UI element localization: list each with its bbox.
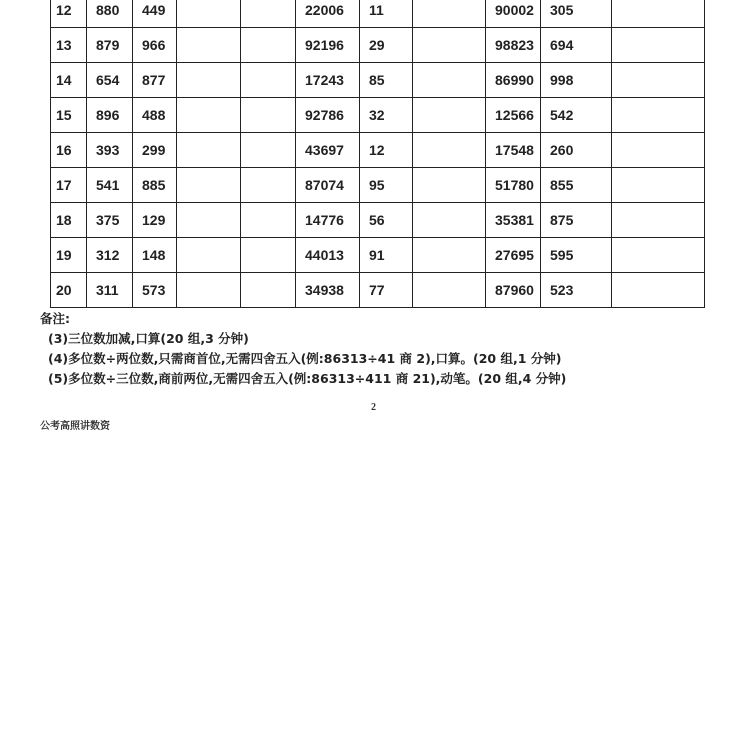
table-cell: 44013 bbox=[296, 238, 360, 273]
table-cell: 35381 bbox=[486, 203, 541, 238]
table-cell: 32 bbox=[360, 98, 413, 133]
table-cell: 56 bbox=[360, 203, 413, 238]
row-index-cell: 17 bbox=[51, 168, 87, 203]
notes-section bbox=[40, 309, 566, 389]
table-cell: 22006 bbox=[296, 0, 360, 28]
table-cell: 654 bbox=[87, 63, 133, 98]
table-cell: 449 bbox=[133, 0, 177, 28]
table-row bbox=[51, 168, 705, 203]
table-cell bbox=[177, 63, 241, 98]
table-cell bbox=[612, 133, 705, 168]
table-cell bbox=[241, 168, 296, 203]
row-index-cell: 13 bbox=[51, 28, 87, 63]
table-cell: 488 bbox=[133, 98, 177, 133]
table-cell: 855 bbox=[541, 168, 612, 203]
table-cell: 14776 bbox=[296, 203, 360, 238]
note-line-5: (5)多位数÷三位数,商前两位,无需四舍五入(例:86313÷411 商 21),动笔。(20 组,4 分钟) bbox=[48, 371, 567, 386]
table-cell bbox=[413, 28, 486, 63]
table-cell: 86990 bbox=[486, 63, 541, 98]
table-cell: 875 bbox=[541, 203, 612, 238]
table-cell: 87074 bbox=[296, 168, 360, 203]
table-cell bbox=[241, 273, 296, 308]
table-cell bbox=[177, 0, 241, 28]
row-index-cell: 16 bbox=[51, 133, 87, 168]
table-cell: 595 bbox=[541, 238, 612, 273]
table-cell bbox=[413, 98, 486, 133]
table-cell: 148 bbox=[133, 238, 177, 273]
table-row bbox=[51, 63, 705, 98]
footer-text: 公考高照讲数资 bbox=[40, 421, 110, 432]
table-cell bbox=[612, 238, 705, 273]
table-cell: 260 bbox=[541, 133, 612, 168]
table-cell bbox=[241, 203, 296, 238]
table-cell bbox=[612, 273, 705, 308]
table-cell bbox=[612, 98, 705, 133]
table-cell: 91 bbox=[360, 238, 413, 273]
table-cell bbox=[241, 98, 296, 133]
table-cell: 95 bbox=[360, 168, 413, 203]
table-cell: 17243 bbox=[296, 63, 360, 98]
table-cell bbox=[413, 0, 486, 28]
table-cell: 92196 bbox=[296, 28, 360, 63]
table-cell: 694 bbox=[541, 28, 612, 63]
table-row bbox=[51, 28, 705, 63]
table-row bbox=[51, 0, 705, 28]
page-number: 2 bbox=[371, 402, 376, 413]
table-cell: 885 bbox=[133, 168, 177, 203]
table-cell: 998 bbox=[541, 63, 612, 98]
table-cell bbox=[413, 133, 486, 168]
table-cell bbox=[612, 0, 705, 28]
row-index-cell: 19 bbox=[51, 238, 87, 273]
table-cell: 27695 bbox=[486, 238, 541, 273]
table-row bbox=[51, 238, 705, 273]
table-cell: 12 bbox=[360, 133, 413, 168]
table-cell bbox=[177, 28, 241, 63]
table-cell: 90002 bbox=[486, 0, 541, 28]
table-cell: 43697 bbox=[296, 133, 360, 168]
table-cell: 311 bbox=[87, 273, 133, 308]
table-cell bbox=[177, 238, 241, 273]
table-cell: 573 bbox=[133, 273, 177, 308]
table-cell bbox=[177, 168, 241, 203]
notes-label: 备注: bbox=[40, 311, 70, 326]
table-cell: 880 bbox=[87, 0, 133, 28]
table-cell bbox=[177, 133, 241, 168]
table-cell bbox=[177, 98, 241, 133]
drill-table bbox=[50, 0, 705, 308]
table-cell: 312 bbox=[87, 238, 133, 273]
table-cell: 879 bbox=[87, 28, 133, 63]
table-cell: 34938 bbox=[296, 273, 360, 308]
table-cell bbox=[241, 238, 296, 273]
table-cell: 877 bbox=[133, 63, 177, 98]
table-cell: 85 bbox=[360, 63, 413, 98]
table-cell: 129 bbox=[133, 203, 177, 238]
table-cell: 393 bbox=[87, 133, 133, 168]
table-cell: 11 bbox=[360, 0, 413, 28]
row-index-cell: 15 bbox=[51, 98, 87, 133]
table-cell: 305 bbox=[541, 0, 612, 28]
table-cell: 51780 bbox=[486, 168, 541, 203]
table-cell: 98823 bbox=[486, 28, 541, 63]
row-index-cell: 12 bbox=[51, 0, 87, 28]
table-cell bbox=[413, 203, 486, 238]
note-line-4: (4)多位数÷两位数,只需商首位,无需四舍五入(例:86313÷41 商 2),口算。(20 组,1 分钟) bbox=[48, 351, 562, 366]
table-cell bbox=[177, 273, 241, 308]
row-index-cell: 18 bbox=[51, 203, 87, 238]
table-row bbox=[51, 203, 705, 238]
table-cell: 541 bbox=[87, 168, 133, 203]
drill-table-body bbox=[51, 0, 705, 308]
table-cell bbox=[241, 28, 296, 63]
table-row bbox=[51, 133, 705, 168]
table-cell bbox=[413, 273, 486, 308]
table-cell: 87960 bbox=[486, 273, 541, 308]
table-cell: 17548 bbox=[486, 133, 541, 168]
table-cell bbox=[612, 63, 705, 98]
table-cell: 523 bbox=[541, 273, 612, 308]
table-cell: 92786 bbox=[296, 98, 360, 133]
table-cell bbox=[612, 168, 705, 203]
table-cell bbox=[177, 203, 241, 238]
table-cell bbox=[413, 168, 486, 203]
table-cell: 542 bbox=[541, 98, 612, 133]
table-row bbox=[51, 273, 705, 308]
table-cell bbox=[612, 203, 705, 238]
row-index-cell: 14 bbox=[51, 63, 87, 98]
table-cell: 375 bbox=[87, 203, 133, 238]
table-cell: 12566 bbox=[486, 98, 541, 133]
table-cell bbox=[241, 0, 296, 28]
table-cell bbox=[241, 133, 296, 168]
table-row bbox=[51, 98, 705, 133]
note-line-3: (3)三位数加减,口算(20 组,3 分钟) bbox=[48, 331, 249, 346]
table-cell: 299 bbox=[133, 133, 177, 168]
table-cell: 29 bbox=[360, 28, 413, 63]
table-cell: 896 bbox=[87, 98, 133, 133]
table-cell: 966 bbox=[133, 28, 177, 63]
table-cell bbox=[612, 28, 705, 63]
table-cell bbox=[241, 63, 296, 98]
table-cell bbox=[413, 238, 486, 273]
table-cell: 77 bbox=[360, 273, 413, 308]
row-index-cell: 20 bbox=[51, 273, 87, 308]
table-cell bbox=[413, 63, 486, 98]
